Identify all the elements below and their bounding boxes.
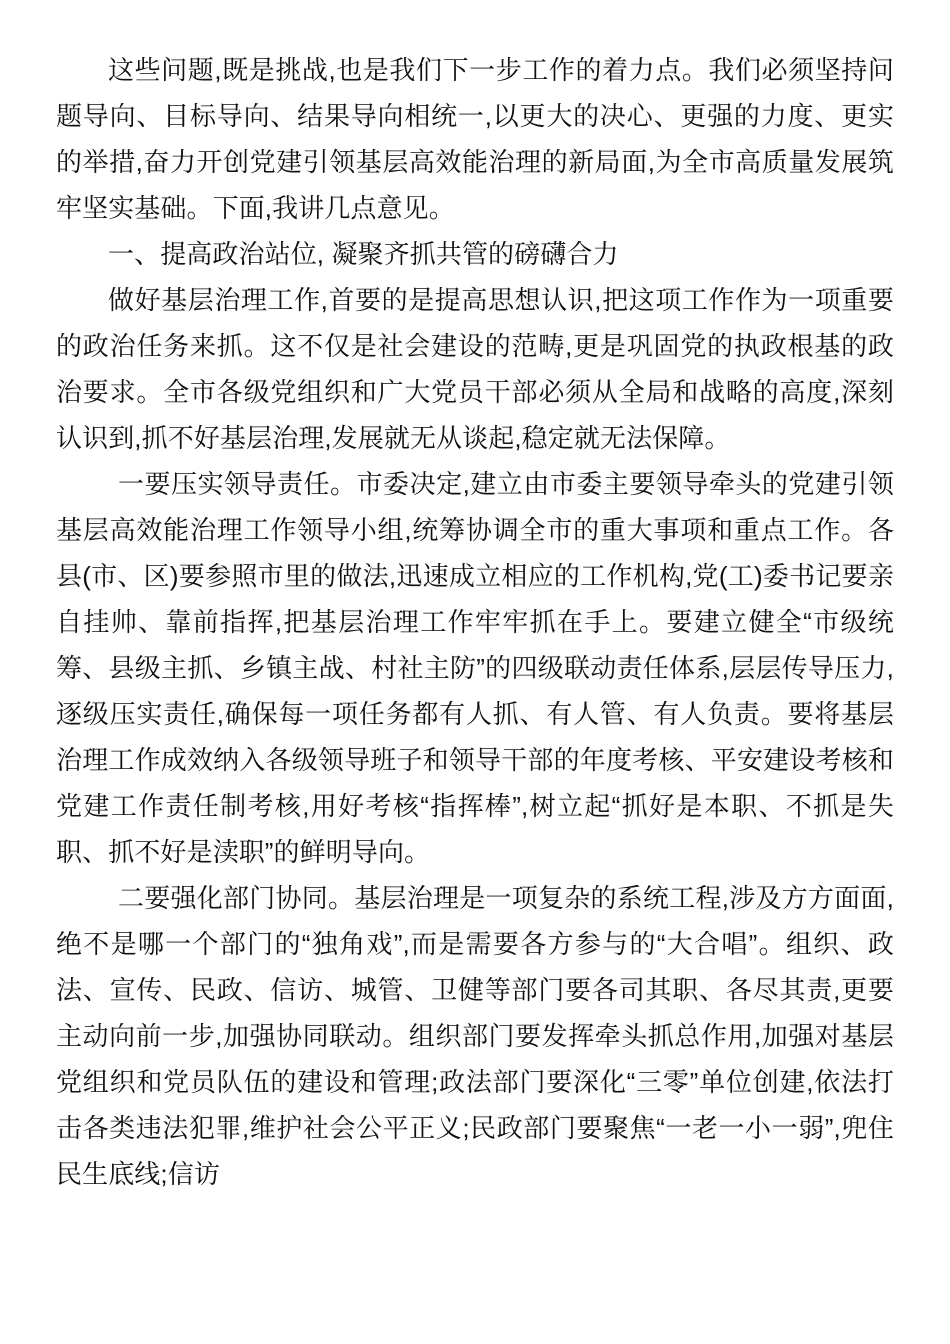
paragraph-point-two-coordination: 二要强化部门协同。基层治理是一项复杂的系统工程,涉及方方面面,绝不是哪一个部门的“独角戏”,而是需要各方参与的“大合唱”。组织、政法、宣传、民政、信访、城管、卫健等部门要各司其职、各尽其责,更要主动向前一步,加强协同联动。组织部门要发挥牵头抓总作用,加强对基层党组织和党员队伍的建设和管理;政法部门要深化“三零”单位创建,依法打击各类违法犯罪,维护社会公平正义;民政部门要聚焦“一老一小一弱”,兜住民生底线;信访	[56, 883, 894, 1189]
paragraph-political-awareness: 做好基层治理工作,首要的是提高思想认识,把这项工作作为一项重要的政治任务来抓。这不仅是社会建设的范畴,更是巩固党的执政根基的政治要求。全市各级党组织和广大党员干部必须从全局和战略的高度,深刻认识到,抓不好基层治理,发展就无从谈起,稳定就无法保障。	[56, 285, 894, 453]
section-heading-one: 一、提高政治站位, 凝聚齐抓共管的磅礴合力	[108, 239, 619, 269]
paragraph-point-one-leadership: 一要压实领导责任。市委决定,建立由市委主要领导牵头的党建引领基层高效能治理工作领导小组,统筹协调全市的重大事项和重点工作。各县(市、区)要参照市里的做法,迅速成立相应的工作机构,党(工)委书记要亲自挂帅、靠前指挥,把基层治理工作牢牢抓在手上。要建立健全“市级统筹、县级主抓、乡镇主战、村社主防”的四级联动责任体系,层层传导压力,逐级压实责任,确保每一项任务都有人抓、有人管、有人负责。要将基层治理工作成效纳入各级领导班子和领导干部的年度考核、平安建设考核和党建工作责任制考核,用好考核“指挥棒”,树立起“抓好是本职、不抓是失职、抓不好是渎职”的鲜明导向。	[56, 469, 894, 867]
document-body	[56, 47, 894, 1197]
paragraph-intro: 这些问题,既是挑战,也是我们下一步工作的着力点。我们必须坚持问题导向、目标导向、结果导向相统一,以更大的决心、更强的力度、更实的举措,奋力开创党建引领基层高效能治理的新局面,为全市高质量发展筑牢坚实基础。下面,我讲几点意见。	[56, 55, 894, 223]
